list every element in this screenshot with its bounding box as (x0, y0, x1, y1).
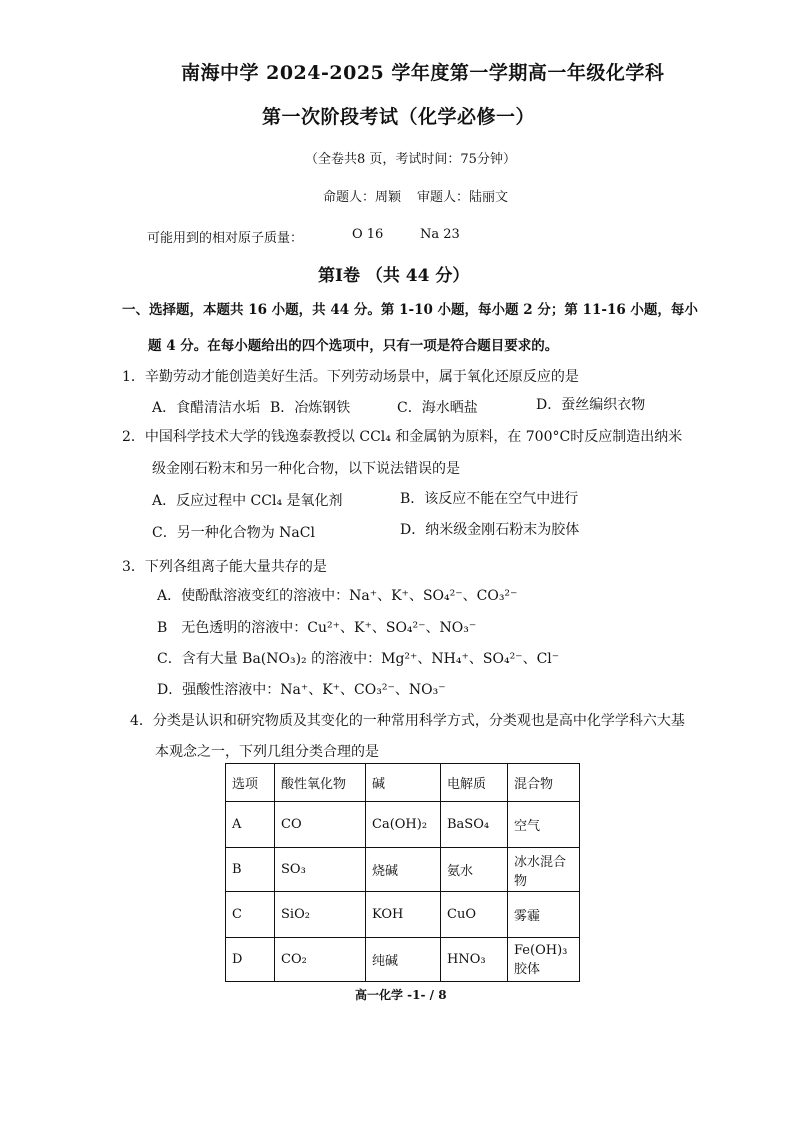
table-cell: SiO₂ (275, 892, 366, 938)
table-cell: 纯碱 (366, 938, 441, 982)
table-row (226, 802, 580, 848)
question-1-stem: 1．辛勤劳动才能创造美好生活。下列劳动场景中，属于氧化还原反应的是 (122, 369, 579, 385)
table-cell: BaSO₄ (441, 802, 508, 848)
question-3-option-b: B 无色透明的溶液中：Cu²⁺、K⁺、SO₄²⁻、NO₃⁻ (157, 620, 477, 636)
exam-title-line2: 第一次阶段考试（化学必修一） (262, 106, 536, 128)
table-header-cell: 混合物 (508, 764, 580, 802)
table-cell: D (226, 938, 275, 982)
table-cell: 空气 (508, 802, 580, 848)
table-row (226, 892, 580, 938)
question-1-option-a: A．食醋清洁水垢 (152, 400, 261, 416)
question-2-stem-line1: 2．中国科学技术大学的钱逸泰教授以 CCl₄ 和金属钠为原料，在 700°C时反应制造出纳米 (122, 429, 683, 445)
table-cell: 雾霾 (508, 892, 580, 938)
table-cell: SO₃ (275, 848, 366, 892)
table-header-cell: 选项 (226, 764, 275, 802)
table-cell: Fe(OH)₃ 胶体 (508, 938, 580, 982)
table-cell: C (226, 892, 275, 938)
question-4-stem-line1: 4．分类是认识和研究物质及其变化的一种常用科学方式，分类观也是高中化学学科六大基 (130, 713, 685, 729)
question-2-option-a: A．反应过程中 CCl₄ 是氧化剂 (152, 493, 343, 509)
table-row (226, 938, 580, 982)
table-cell: Ca(OH)₂ (366, 802, 441, 848)
table-cell: B (226, 848, 275, 892)
table-cell: KOH (366, 892, 441, 938)
table-header-row (226, 764, 580, 802)
table-cell: CO₂ (275, 938, 366, 982)
table-header-cell: 酸性氧化物 (275, 764, 366, 802)
question-1-option-c: C．海水晒盐 (397, 400, 478, 416)
table-row (226, 848, 580, 892)
section-instructions-line2: 题 4 分。在每小题给出的四个选项中，只有一项是符合题目要求的。 (148, 338, 559, 354)
question-2-option-d: D．纳米级金刚石粉末为胶体 (400, 522, 580, 538)
table-cell: A (226, 802, 275, 848)
question-2-option-c: C．另一种化合物为 NaCl (152, 525, 315, 541)
question-3-option-c: C．含有大量 Ba(NO₃)₂ 的溶液中：Mg²⁺、NH₄⁺、SO₄²⁻、Cl⁻ (157, 651, 560, 667)
table-cell: 烧碱 (366, 848, 441, 892)
table-header-cell: 碱 (366, 764, 441, 802)
question-2-stem-line2: 级金刚石粉末和另一种化合物，以下说法错误的是 (152, 461, 460, 477)
question-3-stem: 3．下列各组离子能大量共存的是 (122, 559, 327, 575)
setter: 命题人：周颖 (323, 190, 402, 205)
section-title: 第Ⅰ卷 （共 44 分） (318, 266, 470, 286)
atomic-mass-label: 可能用到的相对原子质量： (147, 231, 304, 246)
question-1-option-b: B．冶炼钢铁 (270, 400, 351, 416)
question-1-option-d: D．蚕丝编织衣物 (536, 397, 646, 413)
page-footer: 高一化学 -1- / 8 (355, 988, 447, 1002)
question-4-stem-line2: 本观念之一，下列几组分类合理的是 (155, 744, 379, 760)
exam-title-line1: 南海中学 2024-2025 学年度第一学期高一年级化学科 (181, 62, 665, 84)
table-header-cell: 电解质 (441, 764, 508, 802)
table-cell: 冰水混合物 (508, 848, 580, 892)
exam-info: （全卷共8 页，考试时间：75分钟） (305, 152, 516, 167)
reviewer: 审题人：陆丽文 (417, 190, 509, 205)
table-cell: HNO₃ (441, 938, 508, 982)
table-cell: CO (275, 802, 366, 848)
atomic-mass-na: Na 23 (420, 227, 460, 242)
section-instructions-line1: 一、选择题，本题共 16 小题，共 44 分。第 1-10 小题，每小题 2 分；第 11-16 小题，每小 (122, 302, 698, 318)
question-2-option-b: B．该反应不能在空气中进行 (400, 491, 579, 507)
question-3-option-d: D．强酸性溶液中：Na⁺、K⁺、CO₃²⁻、NO₃⁻ (157, 682, 446, 698)
classification-table (225, 763, 580, 982)
table-cell: CuO (441, 892, 508, 938)
atomic-mass-o: O 16 (352, 227, 384, 242)
table-cell: 氨水 (441, 848, 508, 892)
question-3-option-a: A．使酚酞溶液变红的溶液中：Na⁺、K⁺、SO₄²⁻、CO₃²⁻ (157, 588, 518, 604)
